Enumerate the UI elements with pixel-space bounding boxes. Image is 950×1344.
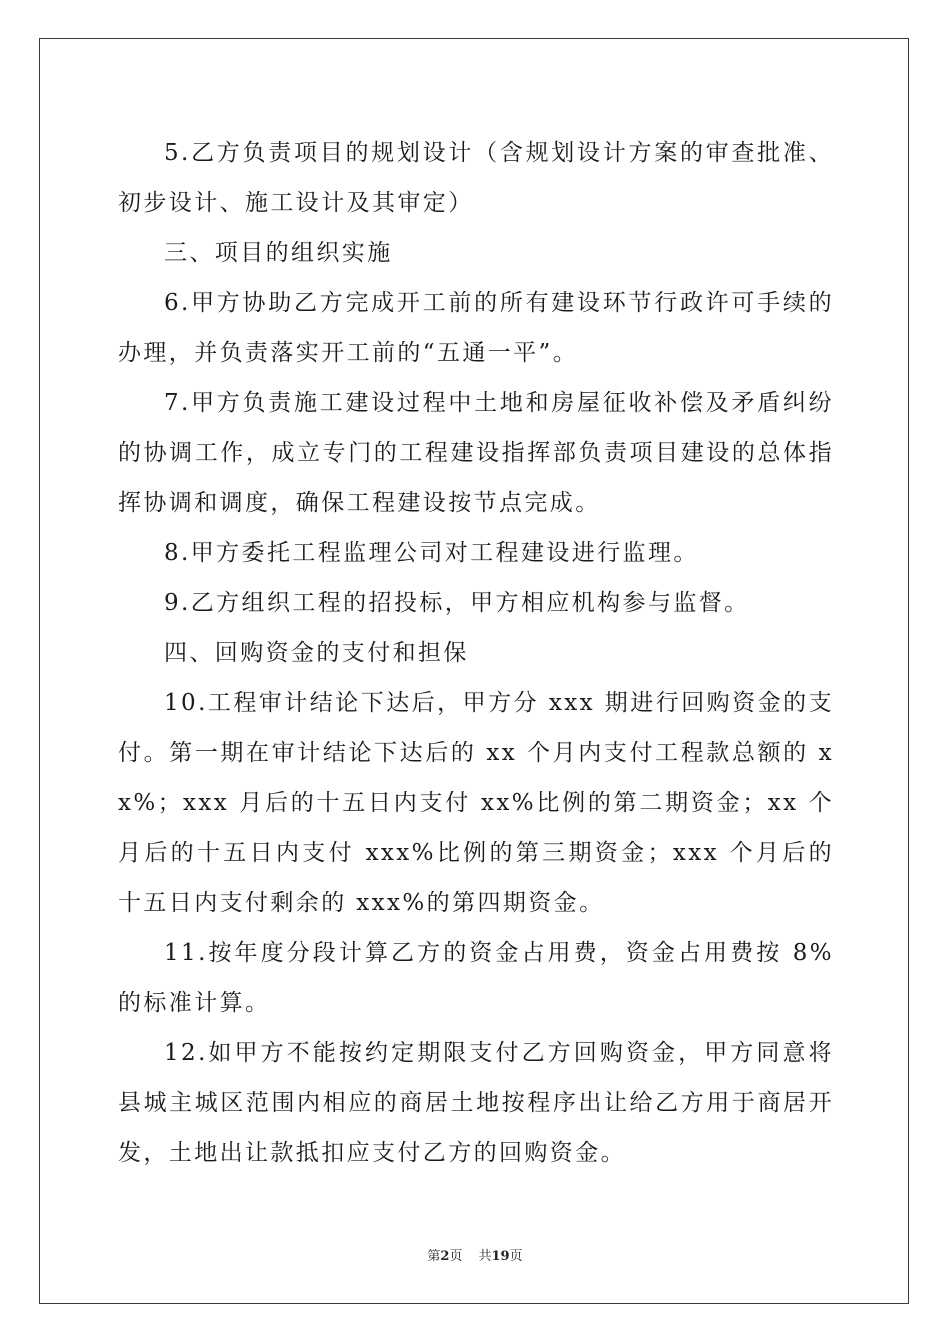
paragraph-item-7: 7.甲方负责施工建设过程中土地和房屋征收补偿及矛盾纠纷的协调工作，成立专门的工程建设指挥部负责项目建设的总体指挥协调和调度，确保工程建设按节点完成。: [118, 390, 834, 516]
page-footer: [0, 1245, 950, 1264]
paragraph-item-5: 5.乙方负责项目的规划设计（含规划设计方案的审查批准、初步设计、施工设计及其审定）: [118, 140, 834, 216]
total-suffix: 页: [509, 1249, 523, 1264]
paragraph-item-10: 10.工程审计结论下达后，甲方分 xxx 期进行回购资金的支付。第一期在审计结论下达后的 xx 个月内支付工程款总额的 xx%；xxx 月后的十五日内支付 xx%比例的第二期资金；xx 个月后的十五日内支付 xxx%比例的第三期资金；xxx 个月后的十五日内支付剩余的 xxx%的第四期资金。: [118, 690, 834, 916]
paragraph-item-12: 12.如甲方不能按约定期限支付乙方回购资金，甲方同意将县城主城区范围内相应的商居土地按程序出让给乙方用于商居开发，土地出让款抵扣应支付乙方的回购资金。: [118, 1040, 834, 1166]
page-suffix: 页: [449, 1249, 463, 1264]
section-heading-4: 四、回购资金的支付和担保: [164, 640, 469, 666]
paragraph-item-11: 11.按年度分段计算乙方的资金占用费，资金占用费按 8%的标准计算。: [118, 940, 834, 1016]
total-pages: 19: [491, 1249, 510, 1264]
paragraph-item-8: 8.甲方委托工程监理公司对工程建设进行监理。: [164, 540, 699, 566]
paragraph-item-6: 6.甲方协助乙方完成开工前的所有建设环节行政许可手续的办理，并负责落实开工前的“五通一平”。: [118, 290, 834, 366]
page-number: 2: [440, 1249, 450, 1264]
page-prefix: 第: [427, 1249, 441, 1264]
document-body: [118, 128, 834, 1178]
paragraph-item-9: 9.乙方组织工程的招投标，甲方相应机构参与监督。: [164, 590, 750, 616]
section-heading-3: 三、项目的组织实施: [164, 240, 393, 266]
total-prefix: 共: [478, 1249, 492, 1264]
